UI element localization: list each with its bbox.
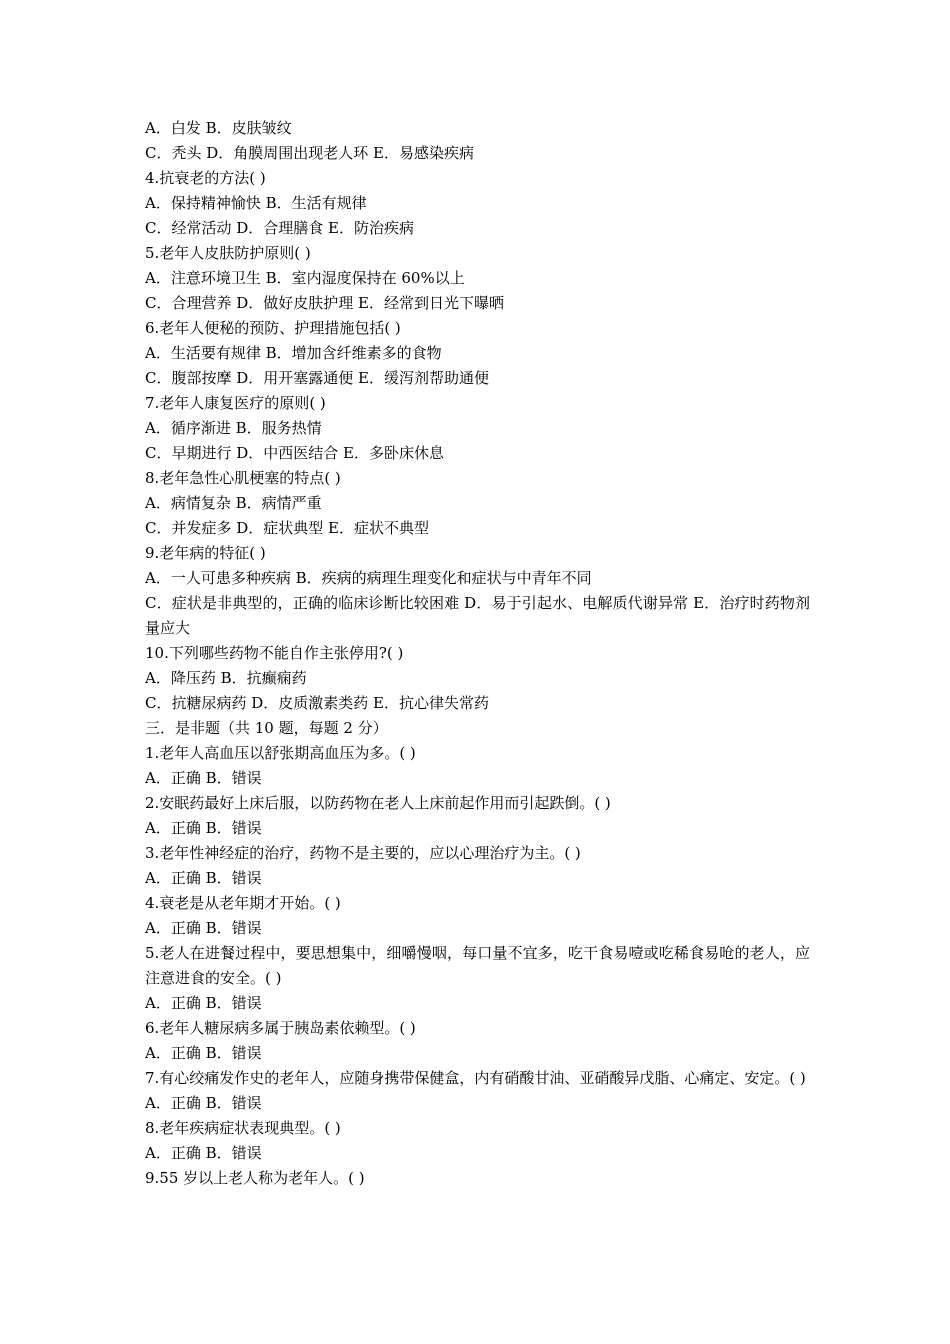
option-line: A．正确 B．错误: [145, 819, 262, 837]
option-line: A．降压药 B．抗癫痫药: [145, 669, 307, 687]
option-line: C．抗糖尿病药 D．皮质激素类药 E．抗心律失常药: [145, 694, 489, 712]
option-line: A．正确 B．错误: [145, 919, 262, 937]
option-line: C．早期进行 D．中西医结合 E．多卧床休息: [145, 444, 444, 462]
question-line: 7.有心绞痛发作史的老年人，应随身携带保健盒，内有硝酸甘油、亚硝酸异戊脂、心痛定、安定。( ): [145, 1069, 806, 1087]
option-line: A．白发 B．皮肤皱纹: [145, 119, 292, 137]
option-line: A．正确 B．错误: [145, 1144, 262, 1162]
question-line: 4.衰老是从老年期才开始。( ): [145, 894, 341, 912]
option-line: A．正确 B．错误: [145, 1044, 262, 1062]
question-line: 4.抗衰老的方法( ): [145, 169, 266, 187]
option-line: A．注意环境卫生 B．室内湿度保持在 60%以上: [145, 269, 465, 287]
question-line: 5.老年人皮肤防护原则( ): [145, 244, 311, 262]
question-line: 10.下列哪些药物不能自作主张停用?( ): [145, 644, 404, 662]
section-heading: 三．是非题（共 10 题，每题 2 分）: [145, 719, 388, 737]
option-line: C．并发症多 D．症状典型 E．症状不典型: [145, 519, 429, 537]
question-line: 9.老年病的特征( ): [145, 544, 266, 562]
option-line: C．经常活动 D．合理膳食 E．防治疾病: [145, 219, 414, 237]
option-line: A．正确 B．错误: [145, 869, 262, 887]
question-line: 9.55 岁以上老人称为老年人。( ): [145, 1169, 365, 1187]
option-line: C．症状是非典型的，正确的临床诊断比较困难 D．易于引起水、电解质代谢异常 E．治疗时药物剂量应大: [145, 594, 810, 637]
option-line: A．循序渐进 B．服务热情: [145, 419, 322, 437]
option-line: A．正确 B．错误: [145, 769, 262, 787]
question-line: 6.老年人糖尿病多属于胰岛素依赖型。( ): [145, 1019, 416, 1037]
option-line: A．病情复杂 B．病情严重: [145, 494, 322, 512]
question-line: 1.老年人高血压以舒张期高血压为多。( ): [145, 744, 416, 762]
option-line: C．秃头 D．角膜周围出现老人环 E．易感染疾病: [145, 144, 474, 162]
question-line: 3.老年性神经症的治疗，药物不是主要的，应以心理治疗为主。( ): [145, 844, 581, 862]
option-line: A．正确 B．错误: [145, 1094, 262, 1112]
question-line: 2.安眠药最好上床后服，以防药物在老人上床前起作用而引起跌倒。( ): [145, 794, 611, 812]
question-line: 7.老年人康复医疗的原则( ): [145, 394, 326, 412]
question-line: 8.老年疾病症状表现典型。( ): [145, 1119, 341, 1137]
question-line: 5.老人在进餐过程中，要思想集中，细嚼慢咽，每口量不宜多，吃干食易噎或吃稀食易呛的老人，应注意进食的安全。( ): [145, 944, 810, 987]
option-line: A．一人可患多种疾病 B．疾病的病理生理变化和症状与中青年不同: [145, 569, 592, 587]
question-list: [145, 116, 810, 1191]
question-line: 6.老年人便秘的预防、护理措施包括( ): [145, 319, 401, 337]
option-line: A．生活要有规律 B．增加含纤维素多的食物: [145, 344, 442, 362]
option-line: A．正确 B．错误: [145, 994, 262, 1012]
question-line: 8.老年急性心肌梗塞的特点( ): [145, 469, 341, 487]
option-line: C．合理营养 D．做好皮肤护理 E．经常到日光下曝晒: [145, 294, 504, 312]
option-line: A．保持精神愉快 B．生活有规律: [145, 194, 367, 212]
option-line: C．腹部按摩 D．用开塞露通便 E．缓泻剂帮助通便: [145, 369, 489, 387]
